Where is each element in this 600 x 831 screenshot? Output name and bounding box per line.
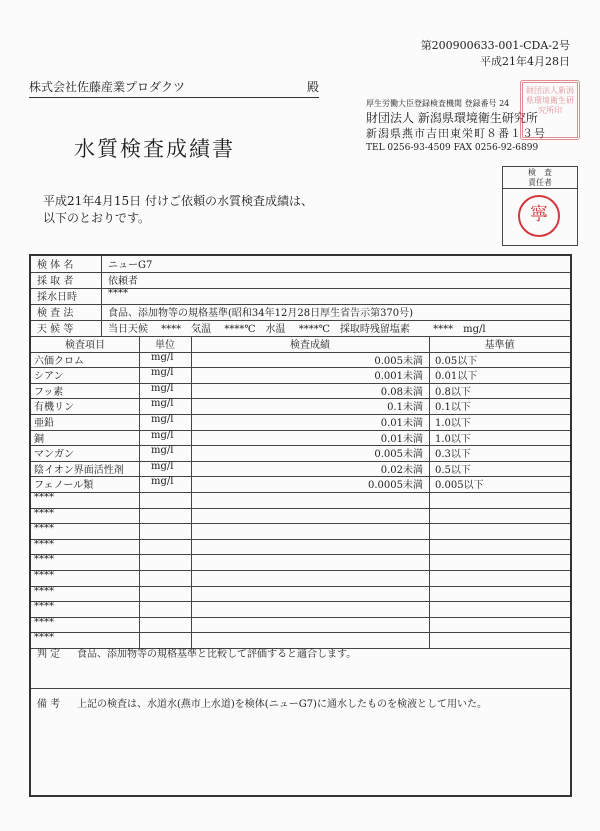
- table-row: [31, 554, 570, 571]
- table-header-cell: 検査成績: [290, 340, 330, 351]
- table-row: [31, 617, 570, 634]
- collector-label: 採 取 者: [37, 276, 74, 287]
- unit: mg/l: [151, 398, 174, 410]
- test-result: 0.01未満: [380, 418, 423, 429]
- seal-label-2: 責任者: [528, 178, 552, 187]
- method-value: 食品、添加物等の規格基準(昭和34年12月28日厚生省告示第370号): [108, 308, 414, 319]
- test-result: 0.005未満: [374, 449, 423, 461]
- test-item: ****: [34, 492, 54, 503]
- test-result: 0.001未満: [374, 371, 423, 383]
- unit: mg/l: [151, 367, 174, 379]
- unit: mg/l: [151, 429, 174, 441]
- lab-name: 財団法人 新潟県環境衛生研究所: [366, 111, 538, 125]
- table-row: [31, 523, 570, 540]
- test-item: ****: [34, 616, 54, 628]
- weather-row: [31, 320, 570, 337]
- table-row: [31, 586, 570, 603]
- method-label: 検 査 法: [37, 308, 74, 319]
- test-item: ****: [34, 538, 54, 550]
- test-result: 0.0005未満: [368, 480, 423, 492]
- table-column-divider: [139, 336, 140, 648]
- test-item: フッ素: [34, 386, 64, 398]
- table-row: [31, 367, 570, 384]
- intro-line-2: 以下のとおりです。: [43, 211, 151, 225]
- standard-value: 0.005以下: [435, 480, 484, 492]
- unit: mg/l: [151, 445, 174, 457]
- test-item: 銅: [34, 433, 44, 445]
- sample-row: [31, 256, 570, 273]
- document-number-block: [421, 38, 570, 70]
- unit: mg/l: [151, 476, 174, 488]
- test-item: 有機リン: [34, 402, 74, 414]
- table-row: [31, 601, 570, 618]
- method-row: [31, 304, 570, 321]
- test-item: 六価クロム: [34, 355, 84, 367]
- standard-value: 0.8以下: [435, 386, 471, 398]
- table-row: [31, 398, 570, 415]
- table-row: [31, 508, 570, 525]
- table-row: [31, 570, 570, 587]
- test-item: 陰イオン界面活性剤: [34, 464, 124, 476]
- test-item: ****: [34, 601, 54, 613]
- table-row: [31, 476, 570, 493]
- client-line: [29, 78, 319, 98]
- page-title: 水質検査成績書: [74, 137, 235, 161]
- test-item: ****: [34, 632, 54, 644]
- seal-label-1: 検 査: [528, 168, 552, 177]
- test-item: ****: [34, 570, 54, 581]
- info-divider: [101, 256, 102, 336]
- remarks-text: 上記の検査は、水道水(燕市上水道)を検体(ニューG7)に通水したものを検液として用いた。: [77, 699, 487, 710]
- table-row: [31, 539, 570, 556]
- lab-address: 新潟県燕市吉田東栄町８番１３号: [366, 127, 546, 140]
- issue-date: 平成21年4月28日: [480, 55, 570, 68]
- table-column-divider: [429, 336, 430, 648]
- table-header-cell: 検査項目: [65, 340, 105, 351]
- test-item: ****: [34, 507, 54, 519]
- inspector-seal-box: [502, 166, 578, 246]
- table-row: [31, 430, 570, 447]
- standard-value: 1.0以下: [435, 433, 471, 445]
- table-row: [31, 414, 570, 431]
- test-item: マンガン: [34, 449, 74, 461]
- unit: mg/l: [151, 382, 174, 394]
- standard-value: 0.5以下: [435, 464, 471, 476]
- test-item: ****: [34, 554, 54, 566]
- unit: mg/l: [151, 414, 174, 425]
- standard-value: 0.1以下: [435, 402, 471, 414]
- date-row: [31, 288, 570, 305]
- document-number: 第200900633-001-CDA-2号: [420, 39, 570, 52]
- table-header-cell: 基準値: [484, 340, 515, 351]
- lab-registration: 厚生労働大臣登録検査機関 登録番号 24: [366, 99, 510, 108]
- table-row: [31, 461, 570, 478]
- weather-text: 当日天候 **** 気温 ****℃ 水温 ****℃ 採取時残留塩素 **** mg/l: [108, 324, 486, 335]
- standard-value: 0.05以下: [435, 355, 478, 367]
- inspector-seal: 寧: [518, 195, 560, 237]
- test-item: シアン: [34, 371, 64, 383]
- sample-label: 検 体 名: [37, 260, 74, 271]
- standard-value: 0.01以下: [435, 371, 478, 383]
- test-result: 0.08未満: [380, 386, 423, 398]
- table-row: [31, 383, 570, 400]
- standard-value: 0.3以下: [435, 449, 471, 461]
- unit: mg/l: [151, 460, 174, 472]
- remarks-label: 備 考: [37, 699, 61, 710]
- test-result: 0.01未満: [380, 433, 423, 445]
- sample-value: ニューG7: [108, 260, 153, 271]
- seal-box-header: [503, 167, 577, 189]
- table-row: [31, 445, 570, 462]
- intro-line-1: 平成21年4月15日 付けご依頼の水質検査成績は、: [43, 194, 313, 208]
- lab-contact: TEL 0256-93-4509 FAX 0256-92-6899: [366, 143, 539, 153]
- table-row: [31, 492, 570, 509]
- standard-value: 1.0以下: [435, 418, 471, 429]
- judgement-label: 判 定: [37, 649, 61, 660]
- test-item: ****: [34, 523, 54, 535]
- collector-value: 依頼者: [108, 276, 138, 287]
- lab-stamp-text: 財団法人新潟県環境衛生研究所印: [526, 86, 574, 115]
- collector-row: [31, 272, 570, 289]
- test-result: 0.02未満: [380, 464, 423, 476]
- table-header-row: [31, 336, 570, 353]
- unit: mg/l: [151, 351, 174, 363]
- date-value: ****: [108, 288, 128, 299]
- result-sheet: [29, 254, 572, 797]
- table-row: [31, 352, 570, 369]
- judgement-text: 食品、添加物等の規格基準と比較して評価すると適合します。: [77, 649, 357, 660]
- test-result: 0.1未満: [387, 402, 423, 414]
- intro-text: [43, 193, 313, 227]
- honorific: 殿: [306, 80, 319, 94]
- client-name: 株式会社佐藤産業プロダクツ: [29, 80, 186, 94]
- date-label: 採水日時: [37, 292, 77, 303]
- weather-label: 天 候 等: [37, 324, 74, 335]
- test-item: フェノール類: [34, 480, 94, 492]
- table-column-divider: [191, 336, 192, 648]
- table-header-cell: 単位: [155, 340, 175, 351]
- lab-official-stamp: [520, 80, 580, 140]
- remarks-row: [31, 688, 570, 795]
- test-item: ****: [34, 585, 54, 597]
- test-result: 0.005未満: [374, 355, 423, 367]
- test-item: 亜鉛: [34, 418, 54, 429]
- judgement-row: [31, 642, 570, 689]
